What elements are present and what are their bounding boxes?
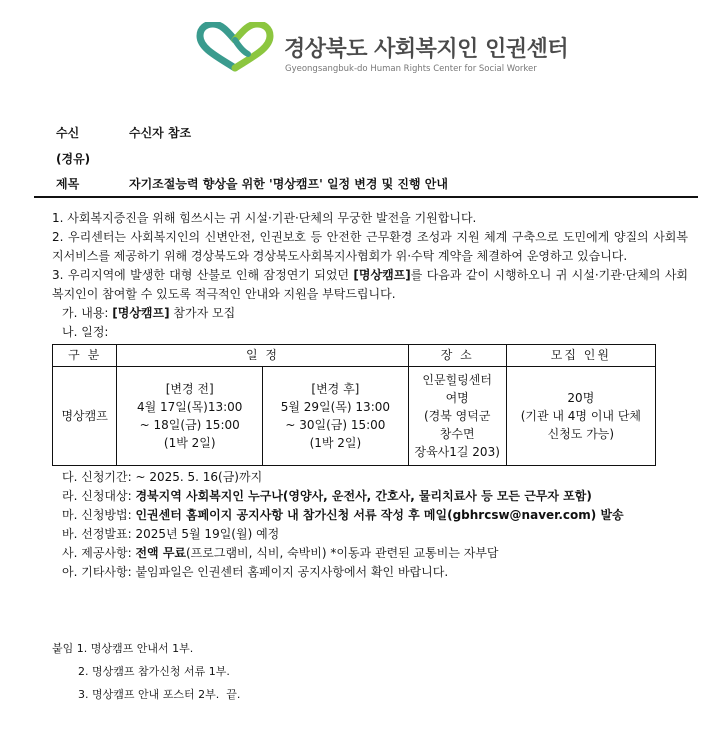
capacity-cell: 20명 (기관 내 4명 이내 단체 신청도 가능) <box>506 367 655 466</box>
paragraph-2: 2. 우리센터는 사회복지인의 신변안전, 인권보호 등 안전한 근무환경 조성과 지원 체계 구축으로 도민에게 양질의 사회복지서비스를 제공하기 위해 경상북도와 경상북도사회복지사협회가 위·수탁 계약을 체결하여 운영하고 있습니다. <box>52 230 688 263</box>
end-mark: 끝. <box>226 688 241 701</box>
attachment-3: 3. 명상캠프 안내 포스터 2부. 끝. <box>78 688 241 701</box>
place-cell: 인문힐링센터 여명 (경북 영덕군 창수면 장육사1길 203) <box>408 367 506 466</box>
table-row <box>53 367 656 466</box>
table-header: 일 정 <box>117 345 408 367</box>
subject-label: 제목 <box>56 177 80 191</box>
item-ma: 마. 신청방법: 인권센터 홈페이지 공지사항 내 참가신청 서류 작성 후 메일(gbhrcsw@naver.com) 발송 <box>62 508 624 522</box>
document-body <box>52 209 688 582</box>
via-label: (경유) <box>56 152 91 166</box>
recipient-label: 수신 <box>56 126 80 140</box>
paragraph-1: 1. 사회복지증진을 위해 힘쓰시는 귀 시설·기관·단체의 무궁한 발전을 기원합니다. <box>52 211 477 225</box>
recipient-value: 수신자 참조 <box>129 126 192 140</box>
after-schedule-cell: [변경 후] 5월 29일(목) 13:00 ~ 30일(금) 15:00 (1박 2일) <box>263 367 409 466</box>
paragraph-3: 3. 우리지역에 발생한 대형 산불로 인해 잠정연기 되었던 [명상캠프]를 다음과 같이 시행하오니 귀 시설·기관·단체의 사회복지인이 참여할 수 있도록 적극적인 안내와 지원을 부탁드립니다. <box>52 268 689 301</box>
item-da: 다. 신청기간: ~ 2025. 5. 16(금)까지 <box>62 470 263 484</box>
divider <box>34 196 698 198</box>
org-name: 경상북도 사회복지인 인권센터 <box>284 37 569 62</box>
schedule-table <box>52 344 656 466</box>
org-english-name: Gyeongsangbuk-do Human Rights Center for Social Worker <box>285 64 537 74</box>
table-header-row <box>53 345 656 367</box>
letterhead <box>196 20 569 80</box>
item-na: 나. 일정: <box>62 325 109 339</box>
table-header: 모집 인원 <box>506 345 655 367</box>
attachment-1: 붙임 1. 명상캠프 안내서 1부. <box>52 642 194 655</box>
attachment-2: 2. 명상캠프 참가신청 서류 1부. <box>78 665 230 678</box>
category-cell: 명상캠프 <box>53 367 117 466</box>
item-sa: 사. 제공사항: 전액 무료(프로그램비, 식비, 숙박비) *이동과 관련된 교통비는 자부담 <box>62 546 499 560</box>
item-ga: 가. 내용: [명상캠프] 참가자 모집 <box>62 306 236 320</box>
item-ba: 바. 선정발표: 2025년 5월 19일(월) 예정 <box>62 527 280 541</box>
camp-name: [명상캠프] <box>353 268 411 282</box>
subject-value: 자기조절능력 향상을 위한 '명상캠프' 일정 변경 및 진행 안내 <box>129 177 448 191</box>
table-header: 장 소 <box>408 345 506 367</box>
before-schedule-cell: [변경 전] 4월 17일(목)13:00 ~ 18일(금) 15:00 (1박 2일) <box>117 367 263 466</box>
table-header: 구 분 <box>53 345 117 367</box>
heart-logo-icon <box>196 22 274 72</box>
item-ah: 아. 기타사항: 붙임파일은 인권센터 홈페이지 공지사항에서 확인 바랍니다. <box>62 565 449 579</box>
item-ra: 라. 신청대상: 경북지역 사회복지인 누구나(영양사, 운전사, 간호사, 물리치료사 등 모든 근무자 포함) <box>62 489 592 503</box>
